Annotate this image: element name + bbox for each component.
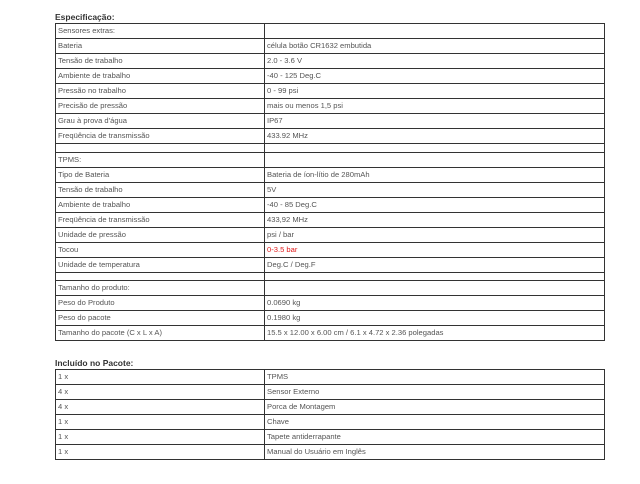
table-row <box>56 257 605 272</box>
table-row <box>56 39 605 54</box>
table-row <box>56 326 605 341</box>
blank-cell <box>56 144 265 153</box>
row-label: Ambiente de trabalho <box>56 197 265 212</box>
content <box>55 12 604 460</box>
row-label: Ambiente de trabalho <box>56 69 265 84</box>
row-label: Pressão no trabalho <box>56 84 265 99</box>
item-qty: 1 x <box>56 430 265 445</box>
table-row <box>56 445 605 460</box>
row-label: Tensão de trabalho <box>56 54 265 69</box>
spec-table <box>55 23 605 341</box>
row-label: Bateria <box>56 39 265 54</box>
table-row <box>56 370 605 385</box>
blank-row <box>56 272 605 281</box>
item-qty: 1 x <box>56 445 265 460</box>
item-name: Manual do Usuário em Inglês <box>265 445 605 460</box>
row-value: -40 - 125 Deg.C <box>265 69 605 84</box>
section-title-row <box>56 281 605 296</box>
item-qty: 1 x <box>56 370 265 385</box>
item-name: TPMS <box>265 370 605 385</box>
item-name: Sensor Externo <box>265 385 605 400</box>
blank-cell <box>265 144 605 153</box>
section-title: Sensores extras: <box>56 24 265 39</box>
section-title: Tamanho do produto: <box>56 281 265 296</box>
spacer <box>55 341 604 358</box>
item-qty: 4 x <box>56 400 265 415</box>
blank-cell <box>56 272 265 281</box>
package-table <box>55 369 605 460</box>
table-row <box>56 167 605 182</box>
row-value-highlight: 0-3.5 bar <box>265 242 605 257</box>
table-row <box>56 99 605 114</box>
row-label: Precisão de pressão <box>56 99 265 114</box>
row-value: 15.5 x 12.00 x 6.00 cm / 6.1 x 4.72 x 2.36 polegadas <box>265 326 605 341</box>
row-value: 2.0 - 3.6 V <box>265 54 605 69</box>
row-value: 433,92 MHz <box>265 212 605 227</box>
item-qty: 1 x <box>56 415 265 430</box>
table-row <box>56 227 605 242</box>
section-title-empty <box>265 24 605 39</box>
row-label: Unidade de temperatura <box>56 257 265 272</box>
row-label: Freqüência de transmissão <box>56 212 265 227</box>
row-value: 0.0690 kg <box>265 296 605 311</box>
row-value: 0.1980 kg <box>265 311 605 326</box>
section-title-row <box>56 152 605 167</box>
item-name: Chave <box>265 415 605 430</box>
table-row <box>56 129 605 144</box>
section-title-empty <box>265 281 605 296</box>
row-label: Tensão de trabalho <box>56 182 265 197</box>
row-value: psi / bar <box>265 227 605 242</box>
table-row <box>56 415 605 430</box>
table-row <box>56 69 605 84</box>
package-heading: Incluído no Pacote: <box>55 358 134 368</box>
table-row <box>56 197 605 212</box>
row-label: Tocou <box>56 242 265 257</box>
section-title-row <box>56 24 605 39</box>
row-value: 0 - 99 psi <box>265 84 605 99</box>
table-row <box>56 430 605 445</box>
table-row <box>56 385 605 400</box>
blank-cell <box>265 272 605 281</box>
row-label: Tipo de Bateria <box>56 167 265 182</box>
row-value: IP67 <box>265 114 605 129</box>
section-title-empty <box>265 152 605 167</box>
row-value: -40 - 85 Deg.C <box>265 197 605 212</box>
row-value: mais ou menos 1,5 psi <box>265 99 605 114</box>
table-row <box>56 182 605 197</box>
table-row <box>56 296 605 311</box>
row-value: 5V <box>265 182 605 197</box>
item-name: Tapete antiderrapante <box>265 430 605 445</box>
table-row <box>56 400 605 415</box>
table-row <box>56 242 605 257</box>
row-label: Grau à prova d'água <box>56 114 265 129</box>
row-label: Peso do Produto <box>56 296 265 311</box>
item-qty: 4 x <box>56 385 265 400</box>
row-value: Bateria de íon-lítio de 280mAh <box>265 167 605 182</box>
table-row <box>56 114 605 129</box>
table-row <box>56 54 605 69</box>
row-value: Deg.C / Deg.F <box>265 257 605 272</box>
row-value: 433.92 MHz <box>265 129 605 144</box>
row-label: Tamanho do pacote (C x L x A) <box>56 326 265 341</box>
item-name: Porca de Montagem <box>265 400 605 415</box>
section-title: TPMS: <box>56 152 265 167</box>
table-row <box>56 84 605 99</box>
row-label: Peso do pacote <box>56 311 265 326</box>
row-label: Freqüência de transmissão <box>56 129 265 144</box>
spec-heading: Especificação: <box>55 12 115 22</box>
table-row <box>56 212 605 227</box>
row-label: Unidade de pressão <box>56 227 265 242</box>
row-value: célula botão CR1632 embutida <box>265 39 605 54</box>
table-row <box>56 311 605 326</box>
blank-row <box>56 144 605 153</box>
